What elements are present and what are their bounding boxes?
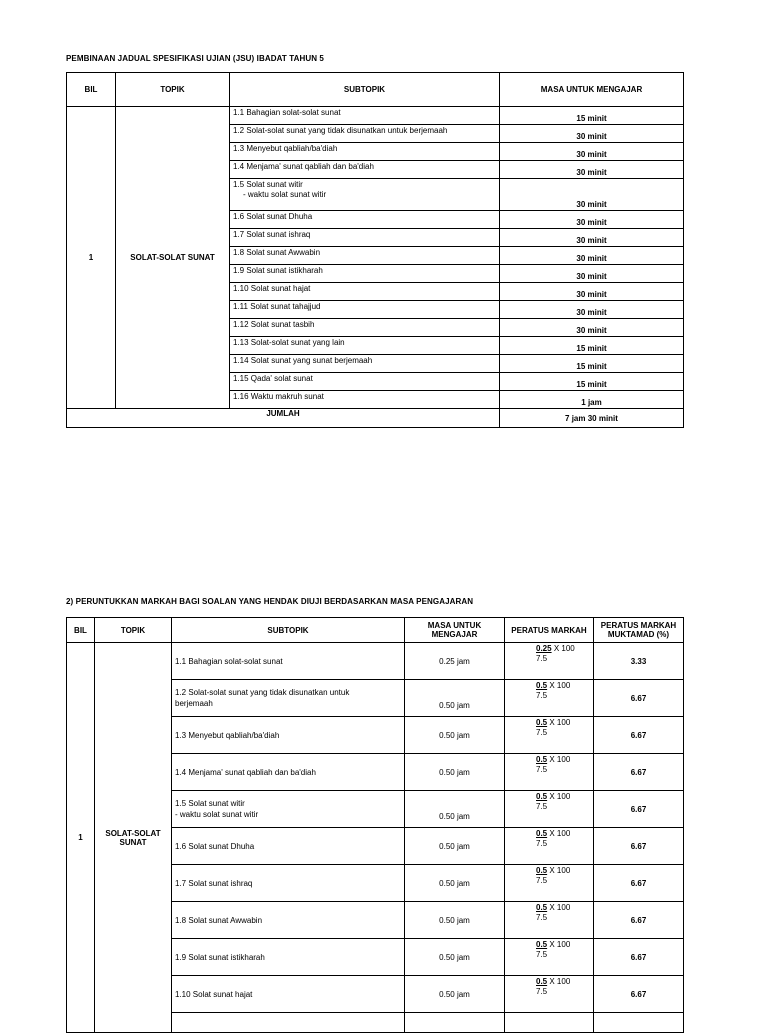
subtopik-detail: berjemaah [175,699,213,708]
subtopik-cell [230,211,500,229]
subtopik-text: 1.9 Solat sunat istikharah [233,266,323,275]
jsu-time-table [66,72,684,428]
numerator: 0.5 [536,681,548,690]
total-value: 7 jam 30 minit [500,409,684,428]
peratus-markah-cell [505,754,594,791]
denominator: 7.5 [536,802,548,811]
fraction [536,866,596,886]
masa-cell: 0.50 jam [405,865,505,902]
subtopik-cell [172,643,405,680]
final-percent-cell: 6.67 [594,680,684,717]
subtopik-cell [230,161,500,179]
peratus-markah-cell [505,680,594,717]
peratus-markah-cell [505,865,594,902]
empty-cell [405,1013,505,1033]
subtopik-cell [230,229,500,247]
subtopik-text: 1.6 Solat sunat Dhuha [233,212,313,221]
section-title: 2) PERUNTUKKAN MARKAH BAGI SOALAN YANG HENDAK DIUJI BERDASARKAN MASA PENGAJARAN [66,597,474,606]
time-cell: 30 minit [500,211,684,229]
table-row [67,107,684,125]
numerator: 0.5 [536,829,548,838]
time-cell: 30 minit [500,229,684,247]
subtopik-text: 1.8 Solat sunat Awwabin [175,915,263,925]
numerator: 0.5 [536,866,548,875]
denominator: 7.5 [536,913,548,922]
subtopik-cell [172,865,405,902]
multiplier: X 100 [549,940,571,949]
total-label: JUMLAH [67,409,500,428]
masa-cell: 0.50 jam [405,939,505,976]
final-percent-cell: 6.67 [594,717,684,754]
peratus-markah-cell [505,791,594,828]
peratus-markah-cell [505,828,594,865]
multiplier: X 100 [553,644,575,653]
masa-cell: 0.50 jam [405,717,505,754]
masa-cell: 0.50 jam [405,902,505,939]
topik-cell: SOLAT-SOLAT SUNAT [95,643,172,1033]
bil-cell: 1 [67,107,116,409]
subtopik-text: 1.5 Solat sunat witir [233,180,303,189]
header-bil: BIL [67,73,116,107]
subtopik-cell [172,902,405,939]
denominator: 7.5 [536,876,548,885]
subtopik-cell [230,391,500,409]
denominator: 7.5 [536,765,548,774]
time-cell: 30 minit [500,301,684,319]
peratus-markah-cell [505,976,594,1013]
subtopik-text: 1.16 Waktu makruh sunat [233,392,324,401]
header-bil: BIL [67,618,95,643]
subtopik-cell [230,373,500,391]
subtopik-text: 1.1 Bahagian solat-solat sunat [233,108,341,117]
bil-cell: 1 [67,643,95,1033]
fraction [536,718,596,738]
subtopik-text: 1.2 Solat-solat sunat yang tidak disunatkan untuk berjemaah [233,126,448,135]
topik-cell: SOLAT-SOLAT SUNAT [116,107,230,409]
subtopik-text: 1.15 Qada' solat sunat [233,374,313,383]
header-masa: MASA UNTUK MENGAJAR [405,618,505,643]
empty-cell [594,1013,684,1033]
subtopik-cell [172,791,405,828]
final-percent-cell: 6.67 [594,976,684,1013]
multiplier: X 100 [549,977,571,986]
multiplier: X 100 [549,718,571,727]
masa-cell: 0.50 jam [405,680,505,717]
fraction [536,977,596,997]
multiplier: X 100 [549,681,571,690]
header-muktamad: PERATUS MARKAH MUKTAMAD (%) [594,618,684,643]
final-percent-cell: 6.67 [594,828,684,865]
mark-allocation-table [66,617,684,1033]
final-percent-cell: 6.67 [594,865,684,902]
fraction-top [536,903,570,912]
numerator: 0.5 [536,903,548,912]
fraction-top [536,681,570,690]
subtopik-cell [172,976,405,1013]
subtopik-text: 1.7 Solat sunat ishraq [175,878,253,888]
fraction-top [536,644,575,653]
multiplier: X 100 [549,792,571,801]
subtopik-text: 1.8 Solat sunat Awwabin [233,248,321,257]
time-cell: 30 minit [500,283,684,301]
subtopik-detail: - waktu solat sunat witir [175,810,259,819]
time-cell: 15 minit [500,107,684,125]
fraction [536,681,596,701]
denominator: 7.5 [536,654,548,663]
subtopik-text: 1.4 Menjama' sunat qabliah dan ba'diah [175,767,316,777]
numerator: 0.5 [536,718,548,727]
subtopik-text: 1.5 Solat sunat witir [175,799,245,808]
subtopik-text: 1.10 Solat sunat hajat [233,284,311,293]
denominator: 7.5 [536,691,548,700]
subtopik-text: 1.2 Solat-solat sunat yang tidak disunatkan untuk [175,688,350,697]
total-row [67,409,684,428]
subtopik-text: 1.6 Solat sunat Dhuha [175,841,255,851]
subtopik-detail: - waktu solat sunat witir [243,190,327,199]
page-title: PEMBINAAN JADUAL SPESIFIKASI UJIAN (JSU) IBADAT TAHUN 5 [66,54,324,63]
header-peratus: PERATUS MARKAH [505,618,594,643]
subtopik-cell [230,179,500,211]
time-cell: 15 minit [500,373,684,391]
subtopik-text: 1.11 Solat sunat tahajjud [233,302,321,311]
masa-cell: 0.50 jam [405,754,505,791]
denominator: 7.5 [536,839,548,848]
fraction [536,755,596,775]
subtopik-text: 1.14 Solat sunat yang sunat berjemaah [233,356,373,365]
fraction-top [536,718,570,727]
subtopik-cell [230,125,500,143]
subtopik-cell [172,717,405,754]
numerator: 0.5 [536,977,548,986]
final-percent-cell: 6.67 [594,791,684,828]
fraction-top [536,940,570,949]
fraction-top [536,866,570,875]
multiplier: X 100 [549,903,571,912]
subtopik-cell [172,680,405,717]
time-cell: 30 minit [500,265,684,283]
time-cell: 30 minit [500,161,684,179]
subtopik-cell [230,143,500,161]
header-subtopik: SUBTOPIK [172,618,405,643]
time-cell: 15 minit [500,355,684,373]
fraction [536,792,596,812]
subtopik-cell [230,265,500,283]
denominator: 7.5 [536,987,548,996]
subtopik-text: 1.12 Solat sunat tasbih [233,320,315,329]
numerator: 0.25 [536,644,552,653]
fraction-top [536,792,570,801]
time-cell: 30 minit [500,179,684,211]
multiplier: X 100 [549,866,571,875]
fraction [536,829,596,849]
subtopik-cell [230,319,500,337]
subtopik-cell [172,754,405,791]
subtopik-cell [230,283,500,301]
peratus-markah-cell [505,939,594,976]
peratus-markah-cell [505,902,594,939]
final-percent-cell: 3.33 [594,643,684,680]
denominator: 7.5 [536,728,548,737]
header-topik: TOPIK [95,618,172,643]
subtopik-cell [172,828,405,865]
masa-cell: 0.50 jam [405,976,505,1013]
subtopik-text: 1.9 Solat sunat istikharah [175,952,265,962]
subtopik-text: 1.3 Menyebut qabliah/ba'diah [233,144,338,153]
subtopik-text: 1.7 Solat sunat ishraq [233,230,311,239]
fraction [536,644,596,664]
time-cell: 15 minit [500,337,684,355]
time-cell: 30 minit [500,247,684,265]
subtopik-cell [230,355,500,373]
empty-cell [505,1013,594,1033]
time-cell: 30 minit [500,319,684,337]
numerator: 0.5 [536,792,548,801]
subtopik-cell [230,107,500,125]
subtopik-cell [230,247,500,265]
header-topik: TOPIK [116,73,230,107]
subtopik-text: 1.10 Solat sunat hajat [175,989,253,999]
subtopik-cell [230,301,500,319]
subtopik-cell [230,337,500,355]
subtopik-text: 1.4 Menjama' sunat qabliah dan ba'diah [233,162,374,171]
subtopik-text: 1.1 Bahagian solat-solat sunat [175,656,283,666]
denominator: 7.5 [536,950,548,959]
final-percent-cell: 6.67 [594,902,684,939]
time-cell: 1 jam [500,391,684,409]
fraction [536,940,596,960]
numerator: 0.5 [536,940,548,949]
subtopik-text: 1.3 Menyebut qabliah/ba'diah [175,730,280,740]
final-percent-cell: 6.67 [594,754,684,791]
peratus-markah-cell [505,643,594,680]
masa-cell: 0.50 jam [405,828,505,865]
empty-cell [172,1013,405,1033]
multiplier: X 100 [549,829,571,838]
subtopik-text: 1.13 Solat-solat sunat yang lain [233,338,345,347]
numerator: 0.5 [536,755,548,764]
time-cell: 30 minit [500,125,684,143]
fraction [536,903,596,923]
multiplier: X 100 [549,755,571,764]
masa-cell: 0.50 jam [405,791,505,828]
table-row [67,643,684,680]
masa-cell: 0.25 jam [405,643,505,680]
fraction-top [536,755,570,764]
fraction-top [536,977,570,986]
time-cell: 30 minit [500,143,684,161]
fraction-top [536,829,570,838]
subtopik-cell [172,939,405,976]
final-percent-cell: 6.67 [594,939,684,976]
header-subtopik: SUBTOPIK [230,73,500,107]
peratus-markah-cell [505,717,594,754]
header-masa: MASA UNTUK MENGAJAR [500,73,684,107]
